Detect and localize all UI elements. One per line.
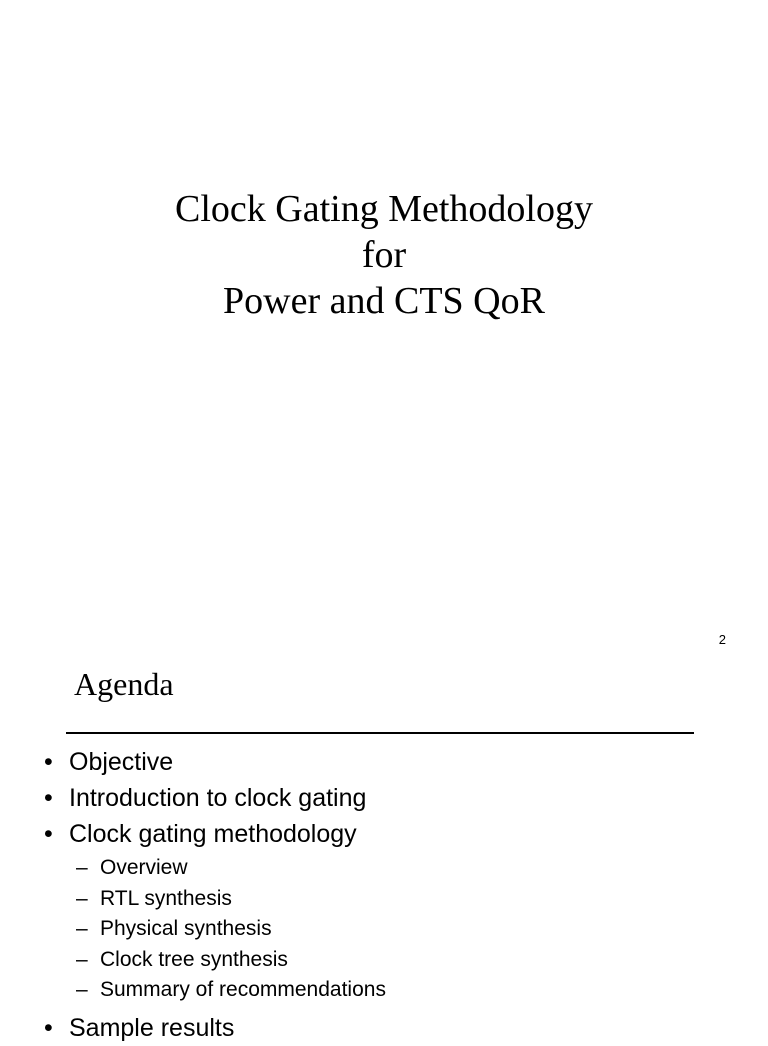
dash-marker: – bbox=[76, 856, 88, 879]
agenda-item-label: Introduction to clock gating bbox=[69, 784, 367, 812]
agenda-item-sample-results bbox=[0, 1010, 768, 1046]
page-number: 2 bbox=[718, 632, 726, 647]
title-line-2: for bbox=[361, 234, 407, 276]
agenda-subitem-summary bbox=[0, 975, 768, 1006]
agenda-subitem-label: Overview bbox=[100, 856, 188, 879]
agenda-subitem-overview bbox=[0, 853, 768, 884]
agenda-subitem-label: Physical synthesis bbox=[100, 917, 272, 940]
title-line-1: Clock Gating Methodology bbox=[175, 188, 593, 230]
bullet-marker: • bbox=[44, 1013, 53, 1042]
agenda-item-label: Clock gating methodology bbox=[69, 820, 357, 848]
agenda-item-introduction bbox=[0, 780, 768, 816]
bullet-marker: • bbox=[44, 748, 53, 776]
agenda-heading: Agenda bbox=[74, 666, 174, 702]
agenda-sublist bbox=[0, 852, 768, 1010]
slide-title bbox=[0, 186, 768, 324]
bullet-marker: • bbox=[44, 820, 53, 848]
agenda-subitem-label: Summary of recommendations bbox=[100, 978, 386, 1001]
agenda-item-label: Objective bbox=[69, 748, 174, 776]
heading-divider bbox=[66, 732, 694, 734]
agenda-list bbox=[0, 744, 768, 1046]
dash-marker: – bbox=[76, 886, 88, 910]
agenda-subitem-label: Clock tree synthesis bbox=[100, 947, 288, 971]
agenda-item-label: Sample results bbox=[69, 1013, 235, 1042]
dash-marker: – bbox=[76, 947, 88, 971]
dash-marker: – bbox=[76, 917, 88, 940]
agenda-subitem-rtl-synthesis bbox=[0, 884, 768, 915]
agenda-subitem-physical-synthesis bbox=[0, 914, 768, 945]
agenda-item-objective bbox=[0, 744, 768, 780]
agenda-item-methodology bbox=[0, 816, 768, 852]
dash-marker: – bbox=[76, 978, 88, 1001]
agenda-subitem-clock-tree-synthesis bbox=[0, 945, 768, 976]
bullet-marker: • bbox=[44, 784, 53, 812]
title-line-3: Power and CTS QoR bbox=[223, 280, 545, 322]
agenda-subitem-label: RTL synthesis bbox=[100, 886, 232, 910]
